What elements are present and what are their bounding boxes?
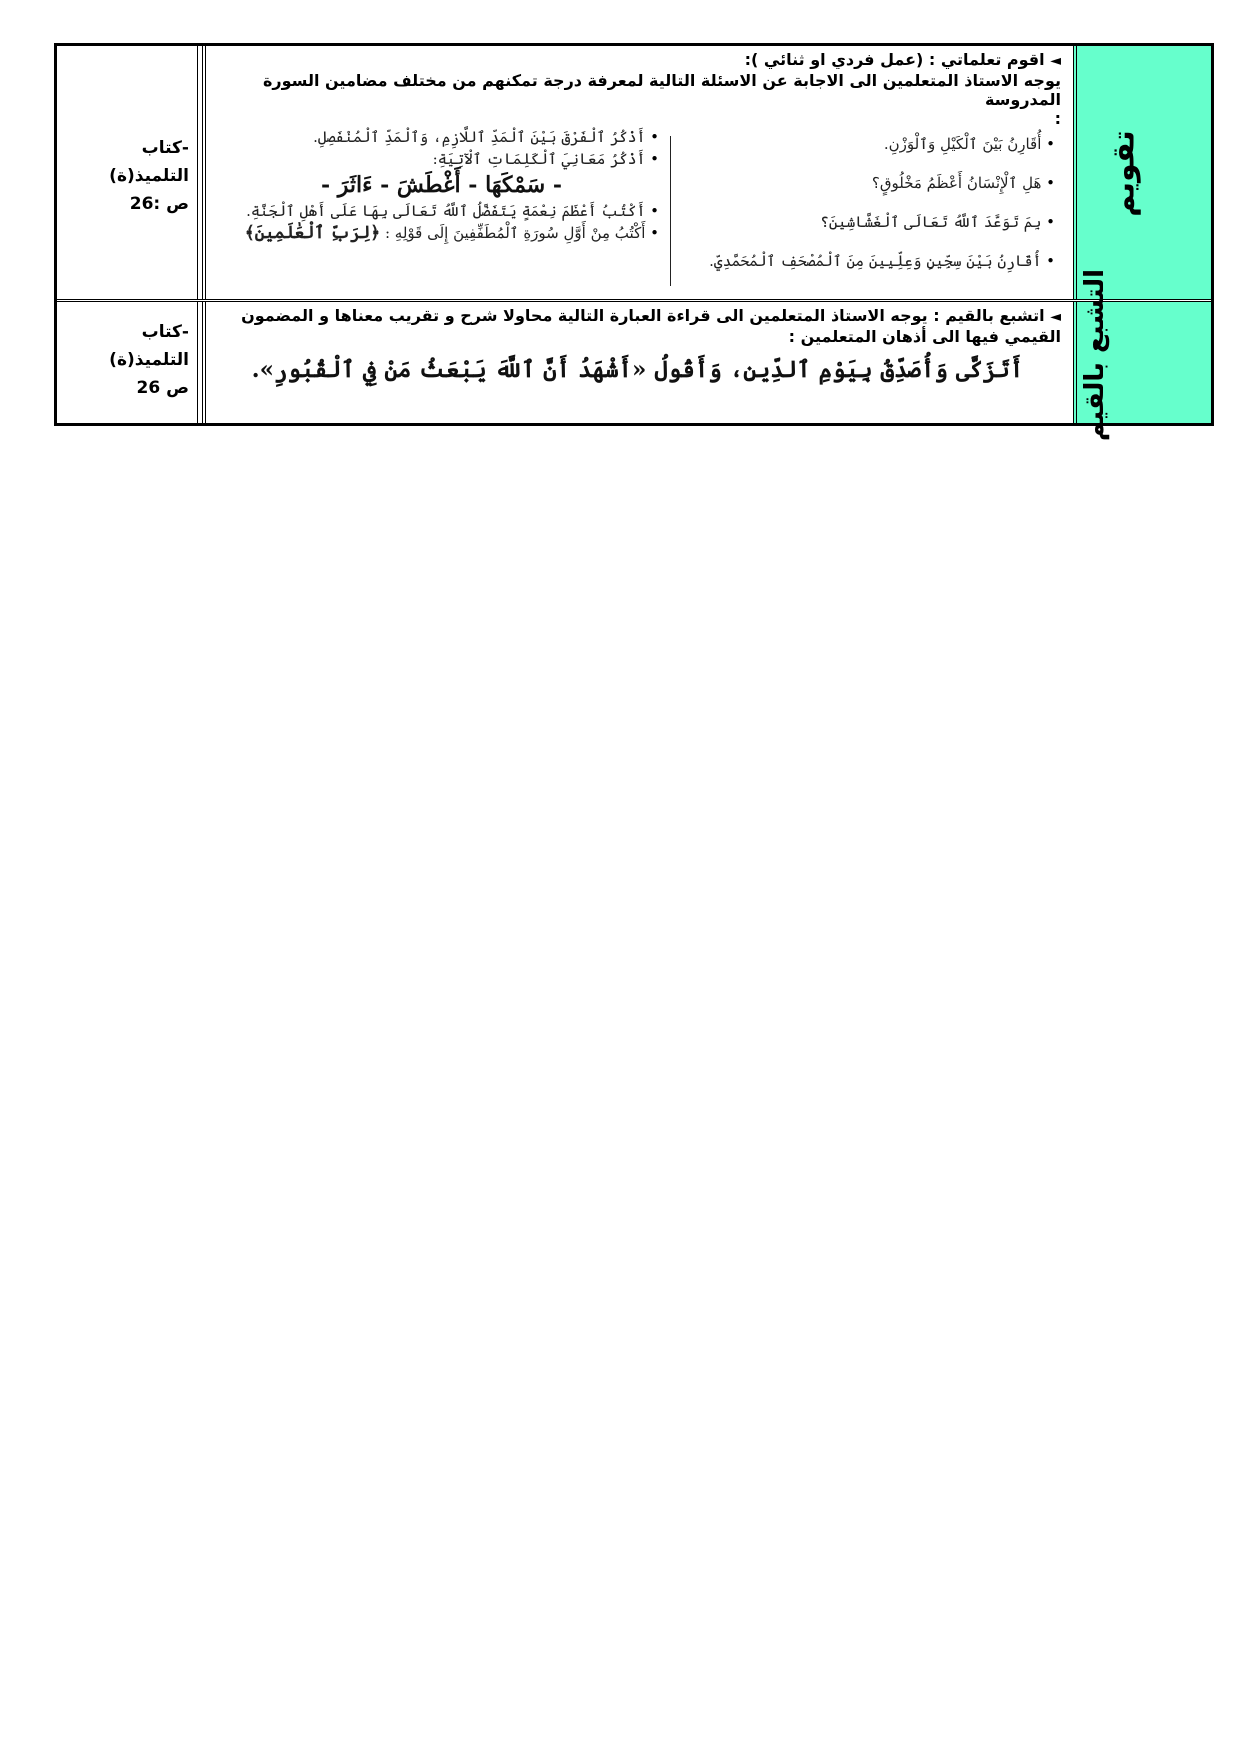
question-item: • هَلِ ٱلْإِنْسَانُ أَعْظَمُ مَخْلُوقٍ؟ (650, 165, 1055, 204)
question-item-text: أَكْتُبُ مِنْ أَوَّلِ سُورَةِ ٱلْمُطَفِّفِينَ إِلَى قَوْلِهِ : (384, 224, 646, 242)
assessment-content-cell (202, 46, 1069, 299)
question-item: • أَذْكُرُ مَعَانِيَ ٱلْكَلِمَاتِ ٱلْآتِيَةِ: (224, 148, 659, 170)
values-row (57, 268, 1211, 442)
assessment-instruction: يوجه الاستاذ المتعلمين الى الاجابة عن الاسئلة التالية لمعرفة درجة تمكنهم من مختلف مضامين السورة المدروسة (262, 71, 1061, 109)
assessment-instruction-end: : (1054, 109, 1061, 128)
assessment-reference (57, 134, 189, 218)
values-reference-cell (57, 302, 198, 423)
question-item: • أَكْتُبُ أَعْظَمَ نِعْمَةٍ يَتَفَضَّلُ ٱللَّهُ تَعَالَى بِهَا عَلَى أَهْلِ ٱلْجَنَّةِ. (224, 200, 659, 222)
values-quote: أَتَزَكَّى وَأُصَدِّقُ بِيَوْمِ ٱلدِّينِ، وَأَقُولُ «أَشْهَدُ أَنَّ ٱللَّهَ يَبْعَثُ مَنْ فِي ٱلْقُبُورِ». (251, 356, 1024, 383)
pointer-icon: ◄ (1050, 309, 1061, 325)
assessment-label: تقويم (1106, 130, 1142, 217)
assessment-row (57, 46, 1211, 302)
column-divider (670, 136, 671, 286)
values-content-cell (202, 302, 1069, 423)
values-heading-text: اتشبع بالقيم : يوجه الاستاذ المتعلمين الى قراءة العبارة التالية محاولا شرح و تقريب معناها و المضمون القيمي فيها الى أذهان المتعلمين : (241, 306, 1061, 346)
pointer-icon: ◄ (1050, 53, 1061, 69)
values-label-cell (1073, 268, 1211, 442)
reference-book: -كتاب التلميذ(ة) (109, 138, 189, 186)
question-item: • أُقَارِنُ بَيْنَ سِجِّينٍ وَعِلِّيِينَ مِنَ ٱلْمُصْحَفِ ٱلْمُحَمَّدِيِّ. (650, 243, 1055, 282)
reference-page: ص 26 (136, 378, 189, 398)
assessment-heading (214, 50, 1061, 71)
question-item (224, 222, 659, 244)
lesson-table (54, 43, 1214, 442)
assessment-reference-cell (57, 46, 198, 299)
question-item: • بِمَ تَوَعَّدَ ٱللَّهُ تَعَالَى ٱلْغَشَّاشِينَ؟ (650, 204, 1055, 243)
assessment-heading-text: اقوم تعلماتي : (عمل فردي او ثنائي ): (744, 50, 1045, 69)
values-label: التشبع بالقيم (1079, 268, 1110, 442)
question-item: • أُقَارِنُ بَيْنَ ٱلْكَيْلِ وَٱلْوَزْنِ. (650, 126, 1055, 165)
values-reference (57, 318, 189, 402)
reference-book: -كتاب التلميذ(ة) (109, 322, 189, 370)
questions-left-column (224, 126, 659, 291)
assessment-label-cell (1073, 46, 1211, 299)
values-heading (214, 306, 1061, 346)
questions-right-column (650, 126, 1055, 291)
vocabulary-words: - سَمْكَهَا - أَغْطَشَ - ءَاثَرَ - (320, 172, 563, 198)
questions-block (218, 126, 1061, 291)
reference-page: ص :26 (129, 194, 189, 214)
question-item: • أَذْكُرُ ٱلْفَرْقَ بَيْنَ ٱلْمَدِّ ٱللَّازِمِ، وَٱلْمَدِّ ٱلْمُنْفَصِلِ. (224, 126, 659, 148)
verse-end-phrase: ﴿لِرَبِّ ٱلْعَٰلَمِينَ﴾ (244, 223, 381, 243)
